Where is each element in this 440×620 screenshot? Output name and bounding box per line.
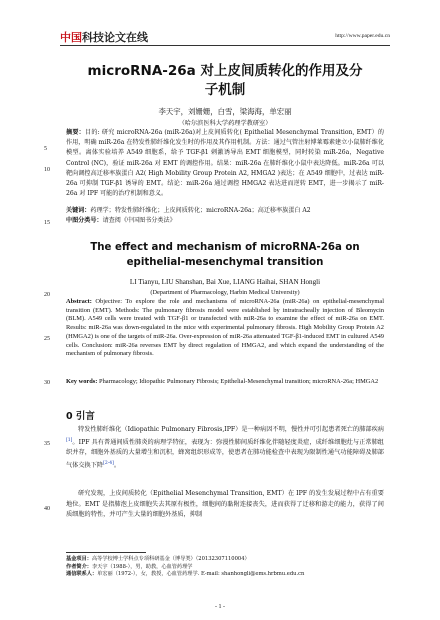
chinese-authors: 李天宇，刘姗姗，白雪，梁海海，单宏丽	[158, 107, 292, 116]
footnote-contact-label: 通信联系人：	[66, 571, 98, 578]
line-number-15: 15	[44, 220, 50, 226]
footnote-author-text: 李天宇（1988-），男，助教，心血管药理学	[91, 563, 193, 570]
chinese-affiliation: （哈尔滨医科大学药理学教研室）	[178, 120, 272, 127]
line-number-35: 35	[44, 441, 50, 447]
footnote-fund-label: 基金项目：	[66, 556, 92, 562]
footnote-contact	[66, 571, 384, 579]
line-number-25: 25	[44, 336, 50, 342]
chinese-keywords-label: 关键词：	[66, 207, 91, 214]
intro-p1-end: 。	[113, 461, 121, 469]
line-number-10: 10	[44, 167, 50, 173]
chinese-keywords	[66, 206, 384, 216]
english-abstract	[66, 298, 384, 359]
chinese-abstract	[66, 128, 384, 199]
english-keywords-label: Key words:	[66, 378, 98, 385]
english-keywords	[66, 378, 384, 387]
english-authors: LI Tianyu, LIU Shanshan, Bai Xue, LIANG Haihai, SHAN Hongli	[129, 278, 321, 286]
chinese-title	[60, 62, 390, 100]
english-keywords-text: Pharmacology; Idiopathic Pulmonary Fibrosis; Epithelial-Mesenchymal transition; microRNA-26a; HMGA2	[97, 378, 379, 385]
footnote-fund	[66, 556, 384, 564]
chinese-classification-text: 请查阅《中国图书分类法》	[102, 217, 176, 224]
english-title-line1: The effect and mechanism of microRNA-26a on	[90, 242, 360, 253]
chinese-abstract-text: 目的: 研究 microRNA-26a (miR-26a)对上皮间质转化( Epithelial Mesenchymal Transition, EMT）的作用，明确 miR-26a 在特发性肺纤维化发生时的作用及其作用机制。方法：通过气管注射博莱霉素建立小鼠肺纤维化模型。离体实验培养 A549 细胞系，给予 TGF-β1 刺激诱导出 EMT 细胞模型，同时转染 miR-26a，Negative Control (NC)，验证 miR-26a 对 EMT 的调控作用。结果：miR-26a 在肺纤维化小鼠中表达降低。miR-26a 可以靶向调控高迁移率族蛋白 A2( High Mobility Group Protein A2, HMGA2 )表达；在 A549 细胞中，过表达 miR-26a 可抑制 TGF-β1 诱导的 EMT。结论：miR-26a 通过调控 HMGA2 表达进而逆转 EMT，进一步揭示了 miR-26a 对 IPF 可能的治疗机制和意义。	[66, 129, 384, 198]
intro-paragraph-1	[66, 425, 384, 472]
footnote-divider	[66, 552, 146, 553]
citation-ref-1[interactable]: [1]	[66, 437, 73, 443]
english-affiliation: (Department of Pharmacology, Harbin Medical University)	[150, 289, 300, 296]
chinese-classification	[66, 216, 384, 226]
chinese-abstract-label: 摘要：	[66, 129, 86, 136]
journal-logo	[60, 29, 148, 45]
site-url-link[interactable]: http://www.paper.edu.cn	[335, 33, 390, 39]
chinese-keywords-text: 药理学；特发性肺纤维化；上皮间质转化；microRNA-26a；高迁移率族蛋白 A2	[90, 207, 311, 214]
chinese-title-line1: microRNA-26a 对上皮间质转化的作用及分	[87, 63, 363, 79]
english-abstract-text: Objective: To explore the role and mechanisms of microRNA-26a (miR-26a) on epithelial-mesenchymal transition (EMT). Methods: The pulmonary fibrosis model were established by intratracheally injection of Bleomycin (BLM). A549 cells were treated with TGF-β1 or transfected with miR-26a to examine the effect of miR-26a on EMT. Results: miR-26a was down-regulated in the mice with experimental pulmonary fibrosis. High Mobility Group Protein A2 (HMGA2) is one of the targets of miR-26a. Over-expression of miR-26a attenuated TGF-β1-induced EMT in cultured A549 cells. Conclusion: miR-26a reverses EMT by direct regulation of HMGA2, and which expand the understanding of the mechanism of pulmonary fibrosis.	[66, 298, 384, 358]
line-number-30: 30	[44, 380, 50, 386]
english-title	[60, 240, 390, 270]
english-title-line2: epithelial-mesenchymal transition	[126, 257, 324, 268]
citation-ref-2-4[interactable]: [2-4]	[103, 460, 114, 466]
footnotes	[66, 556, 384, 579]
line-number-5: 5	[44, 146, 47, 152]
logo-part-dark: 科技论文在线	[82, 31, 148, 44]
footnote-author-label: 作者简介：	[66, 563, 92, 570]
footnote-fund-text: 高等学校博士学科点专项科研基金（博导类）（20132307110004）	[91, 556, 250, 562]
footnote-contact-text: 单宏丽（1972-），女，教授，心血管药理学. E-mail: shanhongli@ems.hrbmu.edu.cn	[97, 571, 305, 578]
intro-paragraph-2: 研究发现，上皮间质转化（Epithelial Mesenchymal Transition, EMT）在 IPF 的发生发展过程中占有重要地位。EMT 是指肺泡上皮细胞失去其原有极性，细胞间的黏附连接丧失，进而获得了迁移和游走的能力，获得了间质细胞的特性，并可产生大量的细胞外基质，抑制	[66, 490, 384, 519]
page-header	[60, 28, 390, 46]
intro-p1-rest: 。IPF 具有普通间质性肺炎的病理学特征，表现为：弥漫性肺间质纤维化伴随轻度炎症，成纤维细胞灶与正常肺组织并存，细胞外基质的大量增生和沉积，蜂窝组织形成等，使患者在肺功能检查中表现为限制性通气功能障碍及肺部气体交换下降	[66, 438, 384, 469]
logo-part-red: 中国	[60, 31, 82, 44]
line-number-20: 20	[44, 292, 50, 298]
chinese-classification-label: 中图分类号：	[66, 217, 103, 224]
chinese-title-line2: 子机制	[204, 82, 246, 98]
intro-p1-text: 特发性肺纤维化（Idiopathic Pulmonary Fibrosis,IPF）是一种病因不明，慢性并可引起患者死亡的肺部疾病	[78, 426, 384, 433]
line-number-40: 40	[44, 506, 50, 512]
english-abstract-label: Abstract:	[66, 298, 92, 305]
page-number: - 1 -	[215, 604, 225, 610]
section-heading-introduction: 0 引言	[66, 411, 95, 422]
